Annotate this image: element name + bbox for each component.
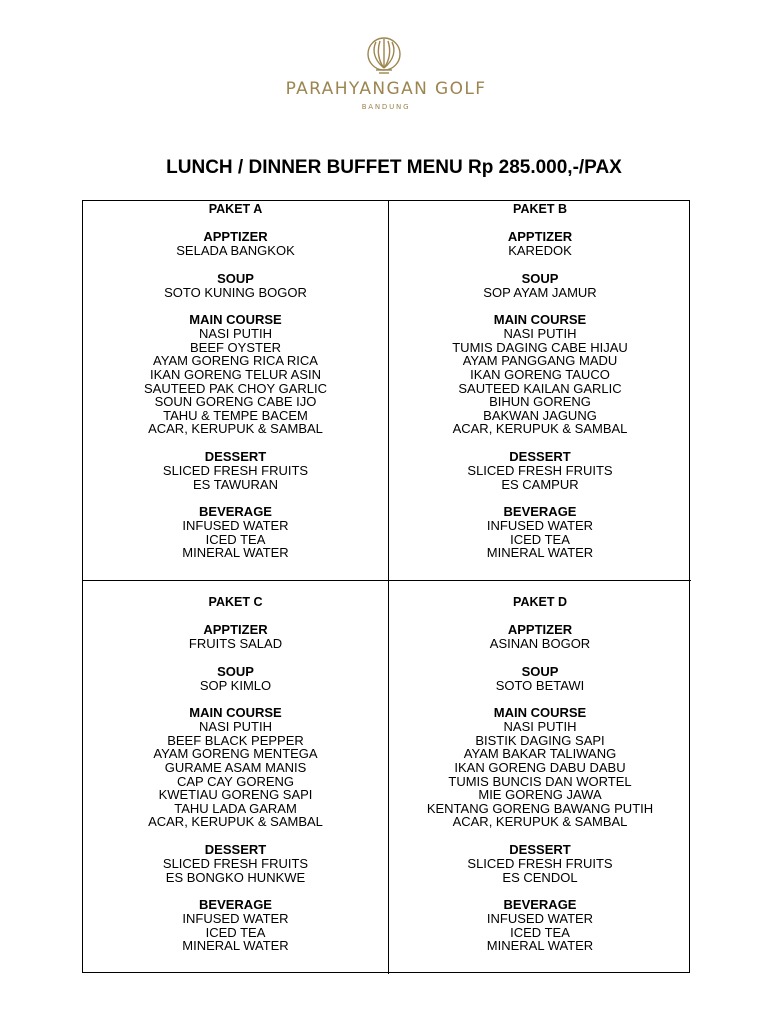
section-title: MAIN COURSE: [493, 705, 587, 721]
menu-item: ICED TEA: [510, 924, 570, 940]
menu-item: SLICED FRESH FRUITS: [162, 855, 309, 871]
menu-item: FRUITS SALAD: [188, 636, 283, 651]
menu-item: IKAN GORENG DABU DABU: [454, 759, 626, 775]
section-title: MAIN COURSE: [189, 312, 282, 328]
menu-item: BEEF BLACK PEPPER: [167, 732, 304, 748]
menu-item: ACAR, KERUPUK & SAMBAL: [148, 421, 323, 437]
menu-item: SLICED FRESH FRUITS: [467, 855, 613, 871]
section-title: DESSERT: [509, 448, 571, 464]
menu-item: BEEF OYSTER: [189, 339, 282, 355]
section-title: APPTIZER: [507, 622, 573, 637]
menu-item: TUMIS BUNCIS DAN WORTEL: [448, 773, 632, 789]
section-title: DESSERT: [509, 841, 571, 857]
menu-item: GURAME ASAM MANIS: [164, 759, 307, 775]
menu-item: NASI PUTIH: [503, 326, 577, 342]
menu-item: AYAM GORENG RICA RICA: [153, 353, 318, 369]
menu-item: SOP AYAM JAMUR: [483, 284, 597, 300]
menu-item: NASI PUTIH: [503, 719, 577, 735]
section-title: DESSERT: [204, 448, 267, 464]
menu-section: [83, 450, 388, 491]
package-cell: [83, 581, 389, 974]
menu-section: [389, 313, 691, 436]
menu-section: [83, 272, 388, 300]
menu-item: CAP CAY GORENG: [176, 773, 295, 789]
section-title: MAIN COURSE: [189, 705, 282, 721]
menu-item: NASI PUTIH: [199, 326, 272, 342]
menu-section: [83, 230, 388, 258]
menu-item: ACAR, KERUPUK & SAMBAL: [452, 421, 628, 437]
menu-item: ACAR, KERUPUK & SAMBAL: [452, 814, 628, 830]
menu-item: INFUSED WATER: [486, 518, 594, 534]
golf-shell-logo-icon: [362, 34, 406, 78]
section-title: APPTIZER: [203, 622, 268, 637]
menu-item: KWETIAU GORENG SAPI: [158, 787, 313, 803]
menu-item: AYAM PANGGANG MADU: [462, 353, 618, 369]
section-title: BEVERAGE: [199, 897, 272, 913]
menu-item: AYAM GORENG MENTEGA: [153, 746, 318, 762]
page-title: LUNCH / DINNER BUFFET MENU Rp 285.000,-/PAX: [166, 157, 622, 178]
menu-section: [389, 505, 691, 560]
menu-item: ICED TEA: [205, 924, 266, 940]
menu-item: BAKWAN JAGUNG: [483, 407, 597, 423]
section-title: SOUP: [217, 270, 254, 286]
menu-item: ES CAMPUR: [501, 476, 579, 492]
section-title: APPTIZER: [203, 229, 268, 244]
menu-item: SOTO BETAWI: [495, 677, 585, 693]
menu-item: KAREDOK: [508, 243, 572, 258]
section-title: BEVERAGE: [199, 504, 272, 520]
package-cell: [389, 201, 691, 581]
package-title: PAKET D: [513, 595, 567, 609]
package-title: PAKET B: [513, 202, 567, 216]
package-cell: [83, 201, 389, 581]
menu-item: IKAN GORENG TAUCO: [470, 366, 610, 382]
menu-section: [389, 230, 691, 258]
menu-section: [83, 706, 388, 829]
menu-item: SAUTEED PAK CHOY GARLIC: [143, 380, 327, 396]
menu-item: BISTIK DAGING SAPI: [475, 732, 605, 748]
menu-item: INFUSED WATER: [486, 911, 594, 927]
brand-location: BANDUNG: [361, 103, 411, 111]
menu-section: [83, 898, 388, 953]
section-title: SOUP: [217, 663, 254, 679]
menu-item: MIE GORENG JAWA: [478, 787, 602, 803]
section-title: MAIN COURSE: [493, 312, 587, 328]
section-title: BEVERAGE: [503, 504, 577, 520]
menu-section: [389, 623, 691, 651]
menu-item: SLICED FRESH FRUITS: [467, 462, 613, 478]
menu-item: TAHU LADA GARAM: [174, 800, 297, 816]
logo: [0, 34, 768, 78]
menu-item: SOTO KUNING BOGOR: [164, 284, 307, 300]
package-title: PAKET C: [208, 595, 263, 609]
menu-section: [83, 313, 388, 436]
menu-section: [389, 706, 691, 829]
menu-item: IKAN GORENG TELUR ASIN: [150, 366, 321, 382]
section-title: BEVERAGE: [503, 897, 577, 913]
menu-item: MINERAL WATER: [486, 545, 594, 561]
section-title: APPTIZER: [507, 229, 573, 244]
menu-item: SOUN GORENG CABE IJO: [154, 394, 317, 410]
menu-section: [389, 898, 691, 953]
menu-item: ICED TEA: [205, 531, 266, 547]
menu-section: [389, 843, 691, 884]
menu-section: [83, 623, 388, 651]
menu-item: SOP KIMLO: [199, 677, 272, 693]
section-title: SOUP: [521, 663, 559, 679]
menu-section: [389, 272, 691, 300]
menu-item: SLICED FRESH FRUITS: [162, 462, 309, 478]
menu-item: SELADA BANGKOK: [176, 243, 295, 258]
menu-item: ASINAN BOGOR: [489, 636, 591, 651]
menu-item: SAUTEED KAILAN GARLIC: [458, 380, 622, 396]
menu-item: KENTANG GORENG BAWANG PUTIH: [426, 800, 654, 816]
package-title: PAKET A: [208, 202, 263, 216]
brand-name: PARAHYANGAN GOLF: [285, 79, 487, 99]
menu-item: TAHU & TEMPE BACEM: [163, 407, 308, 423]
menu-item: MINERAL WATER: [182, 938, 289, 954]
menu-table: [82, 200, 690, 973]
section-title: SOUP: [521, 270, 559, 286]
menu-item: NASI PUTIH: [199, 719, 272, 735]
menu-item: MINERAL WATER: [486, 938, 594, 954]
menu-section: [83, 843, 388, 884]
package-cell: [389, 581, 691, 974]
menu-item: INFUSED WATER: [182, 911, 289, 927]
menu-item: ES CENDOL: [502, 869, 578, 885]
menu-item: ES BONGKO HUNKWE: [165, 869, 306, 885]
menu-item: TUMIS DAGING CABE HIJAU: [452, 339, 628, 355]
menu-section: [83, 505, 388, 560]
menu-section: [389, 665, 691, 693]
menu-item: ACAR, KERUPUK & SAMBAL: [148, 814, 323, 830]
menu-item: ES TAWURAN: [193, 476, 278, 492]
menu-item: INFUSED WATER: [182, 518, 289, 534]
menu-item: AYAM BAKAR TALIWANG: [463, 746, 617, 762]
menu-item: ICED TEA: [510, 531, 570, 547]
menu-item: MINERAL WATER: [182, 545, 289, 561]
menu-section: [389, 450, 691, 491]
section-title: DESSERT: [204, 841, 267, 857]
menu-section: [83, 665, 388, 693]
menu-item: BIHUN GORENG: [489, 394, 591, 410]
